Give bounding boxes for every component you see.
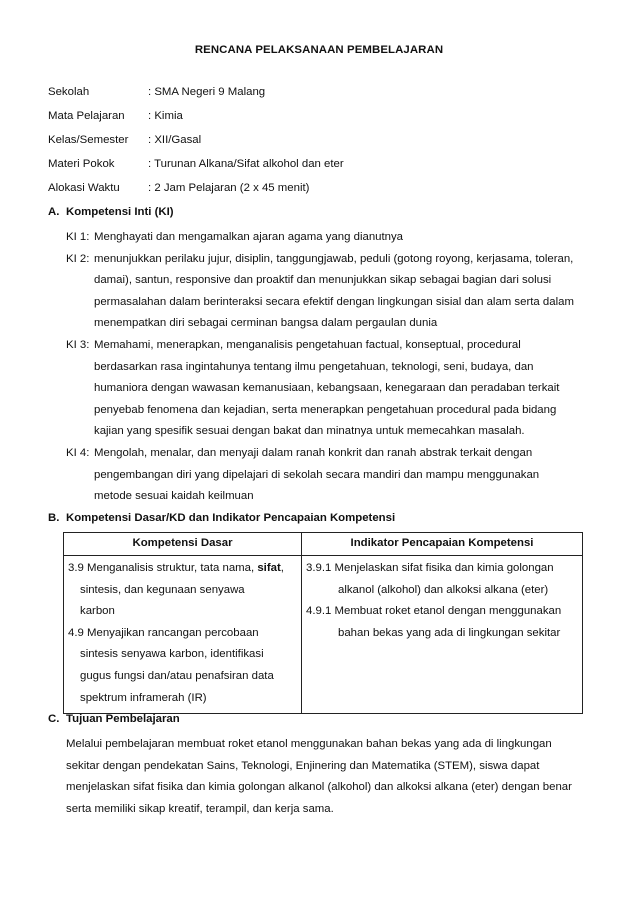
meta-label: Kelas/Semester <box>48 134 129 146</box>
meta-row-alokasi <box>48 176 344 200</box>
ki-text: berdasarkan rasa ingintahunya tentang ilmu pengetahuan, teknologi, seni, budaya, dan <box>94 360 534 373</box>
ipk-entry <box>306 601 578 644</box>
section-letter: C. <box>48 713 60 725</box>
kd-text: 3.9 Menganalisis struktur, tata nama, <box>68 562 255 574</box>
meta-row-sekolah <box>48 80 344 104</box>
ki-item-2 <box>66 249 606 335</box>
ki-text: menempatkan diri sebagai cerminan bangsa dalam pergaulan dunia <box>94 317 438 330</box>
table-header-kd: Kompetensi Dasar <box>64 533 302 556</box>
meta-label: Materi Pokok <box>48 158 115 170</box>
ki-text: menunjukkan perilaku jujur, disiplin, tanggungjawab, peduli (gotong royong, kerjasama, toleran, <box>94 252 574 265</box>
ipk-cell <box>302 556 583 714</box>
tujuan-paragraph <box>66 734 606 820</box>
ipk-line: alkanol (alkohol) dan alkoksi alkana (eter) <box>338 583 549 596</box>
meta-row-materi <box>48 152 344 176</box>
tujuan-line: sekitar dengan pendekatan Sains, Teknologi, Enjinering dan Matematika (STEM), siswa dapat <box>66 759 540 772</box>
ki-text: humaniora dengan wawasan kemanusiaan, kebangsaan, kenegaraan dan peradaban terkait <box>94 382 560 395</box>
meta-row-kelas <box>48 128 344 152</box>
kd-line: gugus fungsi dan/atau penafsiran data <box>80 669 274 682</box>
ipk-entry <box>306 558 578 601</box>
tujuan-line: menjelaskan sifat fisika dan kimia golongan alkanol (alkohol) dan alkoksi alkana (eter) dengan benar <box>66 781 572 794</box>
kd-line: 4.9 Menyajikan rancangan percobaan <box>68 626 259 639</box>
page-title: RENCANA PELAKSANAAN PEMBELAJARAN <box>194 44 444 56</box>
ki-item-4 <box>66 443 606 508</box>
kd-text-tail: , <box>280 562 284 574</box>
meta-value: : Turunan Alkana/Sifat alkohol dan eter <box>148 158 344 170</box>
section-b-heading <box>48 512 395 524</box>
kd-entry <box>68 558 297 623</box>
ki-text: Menghayati dan mengamalkan ajaran agama yang dianutnya <box>94 231 404 243</box>
meta-value: : Kimia <box>148 110 183 122</box>
ki-text: kajian yang spesifik sesuai dengan bakat dan minatnya untuk memecahkan masalah. <box>94 425 525 438</box>
ki-item-3 <box>66 335 606 443</box>
meta-value: : 2 Jam Pelajaran (2 x 45 menit) <box>148 182 310 194</box>
ipk-line: 3.9.1 Menjelaskan sifat fisika dan kimia golongan <box>306 562 554 574</box>
ki-text: Memahami, menerapkan, menganalisis pengetahuan factual, konseptual, procedural <box>94 338 521 351</box>
kd-line: karbon <box>80 605 115 618</box>
kd-bold-text: sifat <box>254 562 281 574</box>
table-row <box>64 556 583 714</box>
meta-label: Mata Pelajaran <box>48 110 125 122</box>
meta-value: : XII/Gasal <box>148 134 202 146</box>
section-c-heading <box>48 713 180 725</box>
tujuan-line: serta memiliki sikap kreatif, terampil, dan kerja sama. <box>66 802 334 815</box>
kd-entry <box>68 623 297 709</box>
ki-item-1 <box>66 227 606 249</box>
ki-list <box>66 227 606 508</box>
section-letter: A. <box>48 206 60 218</box>
kd-line: spektrum inframerah (IR) <box>80 691 207 704</box>
ki-text: damai), santun, responsive dan proaktif dan menunjukkan sikap sebagai bagian dari solusi <box>94 274 552 287</box>
kd-cell <box>64 556 302 714</box>
kd-line: sintesis senyawa karbon, identifikasi <box>80 648 264 661</box>
kd-line <box>68 558 297 580</box>
ki-code: KI 4: <box>66 446 90 459</box>
identity-block <box>48 80 344 200</box>
section-title: Kompetensi Dasar/KD dan Indikator Pencapaian Kompetensi <box>66 512 396 524</box>
meta-value: : SMA Negeri 9 Malang <box>148 86 266 98</box>
ki-text: metode sesuai kaidah keilmuan <box>94 490 254 503</box>
table-header-ipk: Indikator Pencapaian Kompetensi <box>302 533 583 556</box>
section-letter: B. <box>48 512 60 524</box>
tujuan-line: Melalui pembelajaran membuat roket etanol menggunakan bahan bekas yang ada di lingkungan <box>66 738 552 750</box>
meta-label: Alokasi Waktu <box>48 182 120 194</box>
kd-ipk-table <box>63 532 583 714</box>
meta-row-mapel <box>48 104 344 128</box>
ki-code: KI 1: <box>66 231 90 243</box>
kd-line: sintesis, dan kegunaan senyawa <box>80 583 245 596</box>
section-title: Kompetensi Inti (KI) <box>66 206 174 218</box>
ki-text: pengembangan diri yang dipelajari di sekolah secara mandiri dan mampu menggunakan <box>94 468 540 481</box>
ki-text: Mengolah, menalar, dan menyaji dalam ranah konkrit dan ranah abstrak terkait dengan <box>94 446 533 459</box>
ki-text: permasalahan dalam berinteraksi secara efektif dengan lingkungan sisial dan alam serta dalam <box>94 295 574 308</box>
section-title: Tujuan Pembelajaran <box>66 713 180 725</box>
section-a-heading <box>48 206 174 218</box>
ipk-line: bahan bekas yang ada di lingkungan sekitar <box>338 626 561 639</box>
meta-label: Sekolah <box>48 86 90 98</box>
ki-code: KI 3: <box>66 338 90 351</box>
ki-code: KI 2: <box>66 252 90 265</box>
ipk-line: 4.9.1 Membuat roket etanol dengan menggunakan <box>306 605 562 618</box>
table-header-row <box>64 533 583 556</box>
ki-text: penyebab fenomena dan kejadian, serta menerapkan pengetahuan procedural pada bidang <box>94 403 557 416</box>
